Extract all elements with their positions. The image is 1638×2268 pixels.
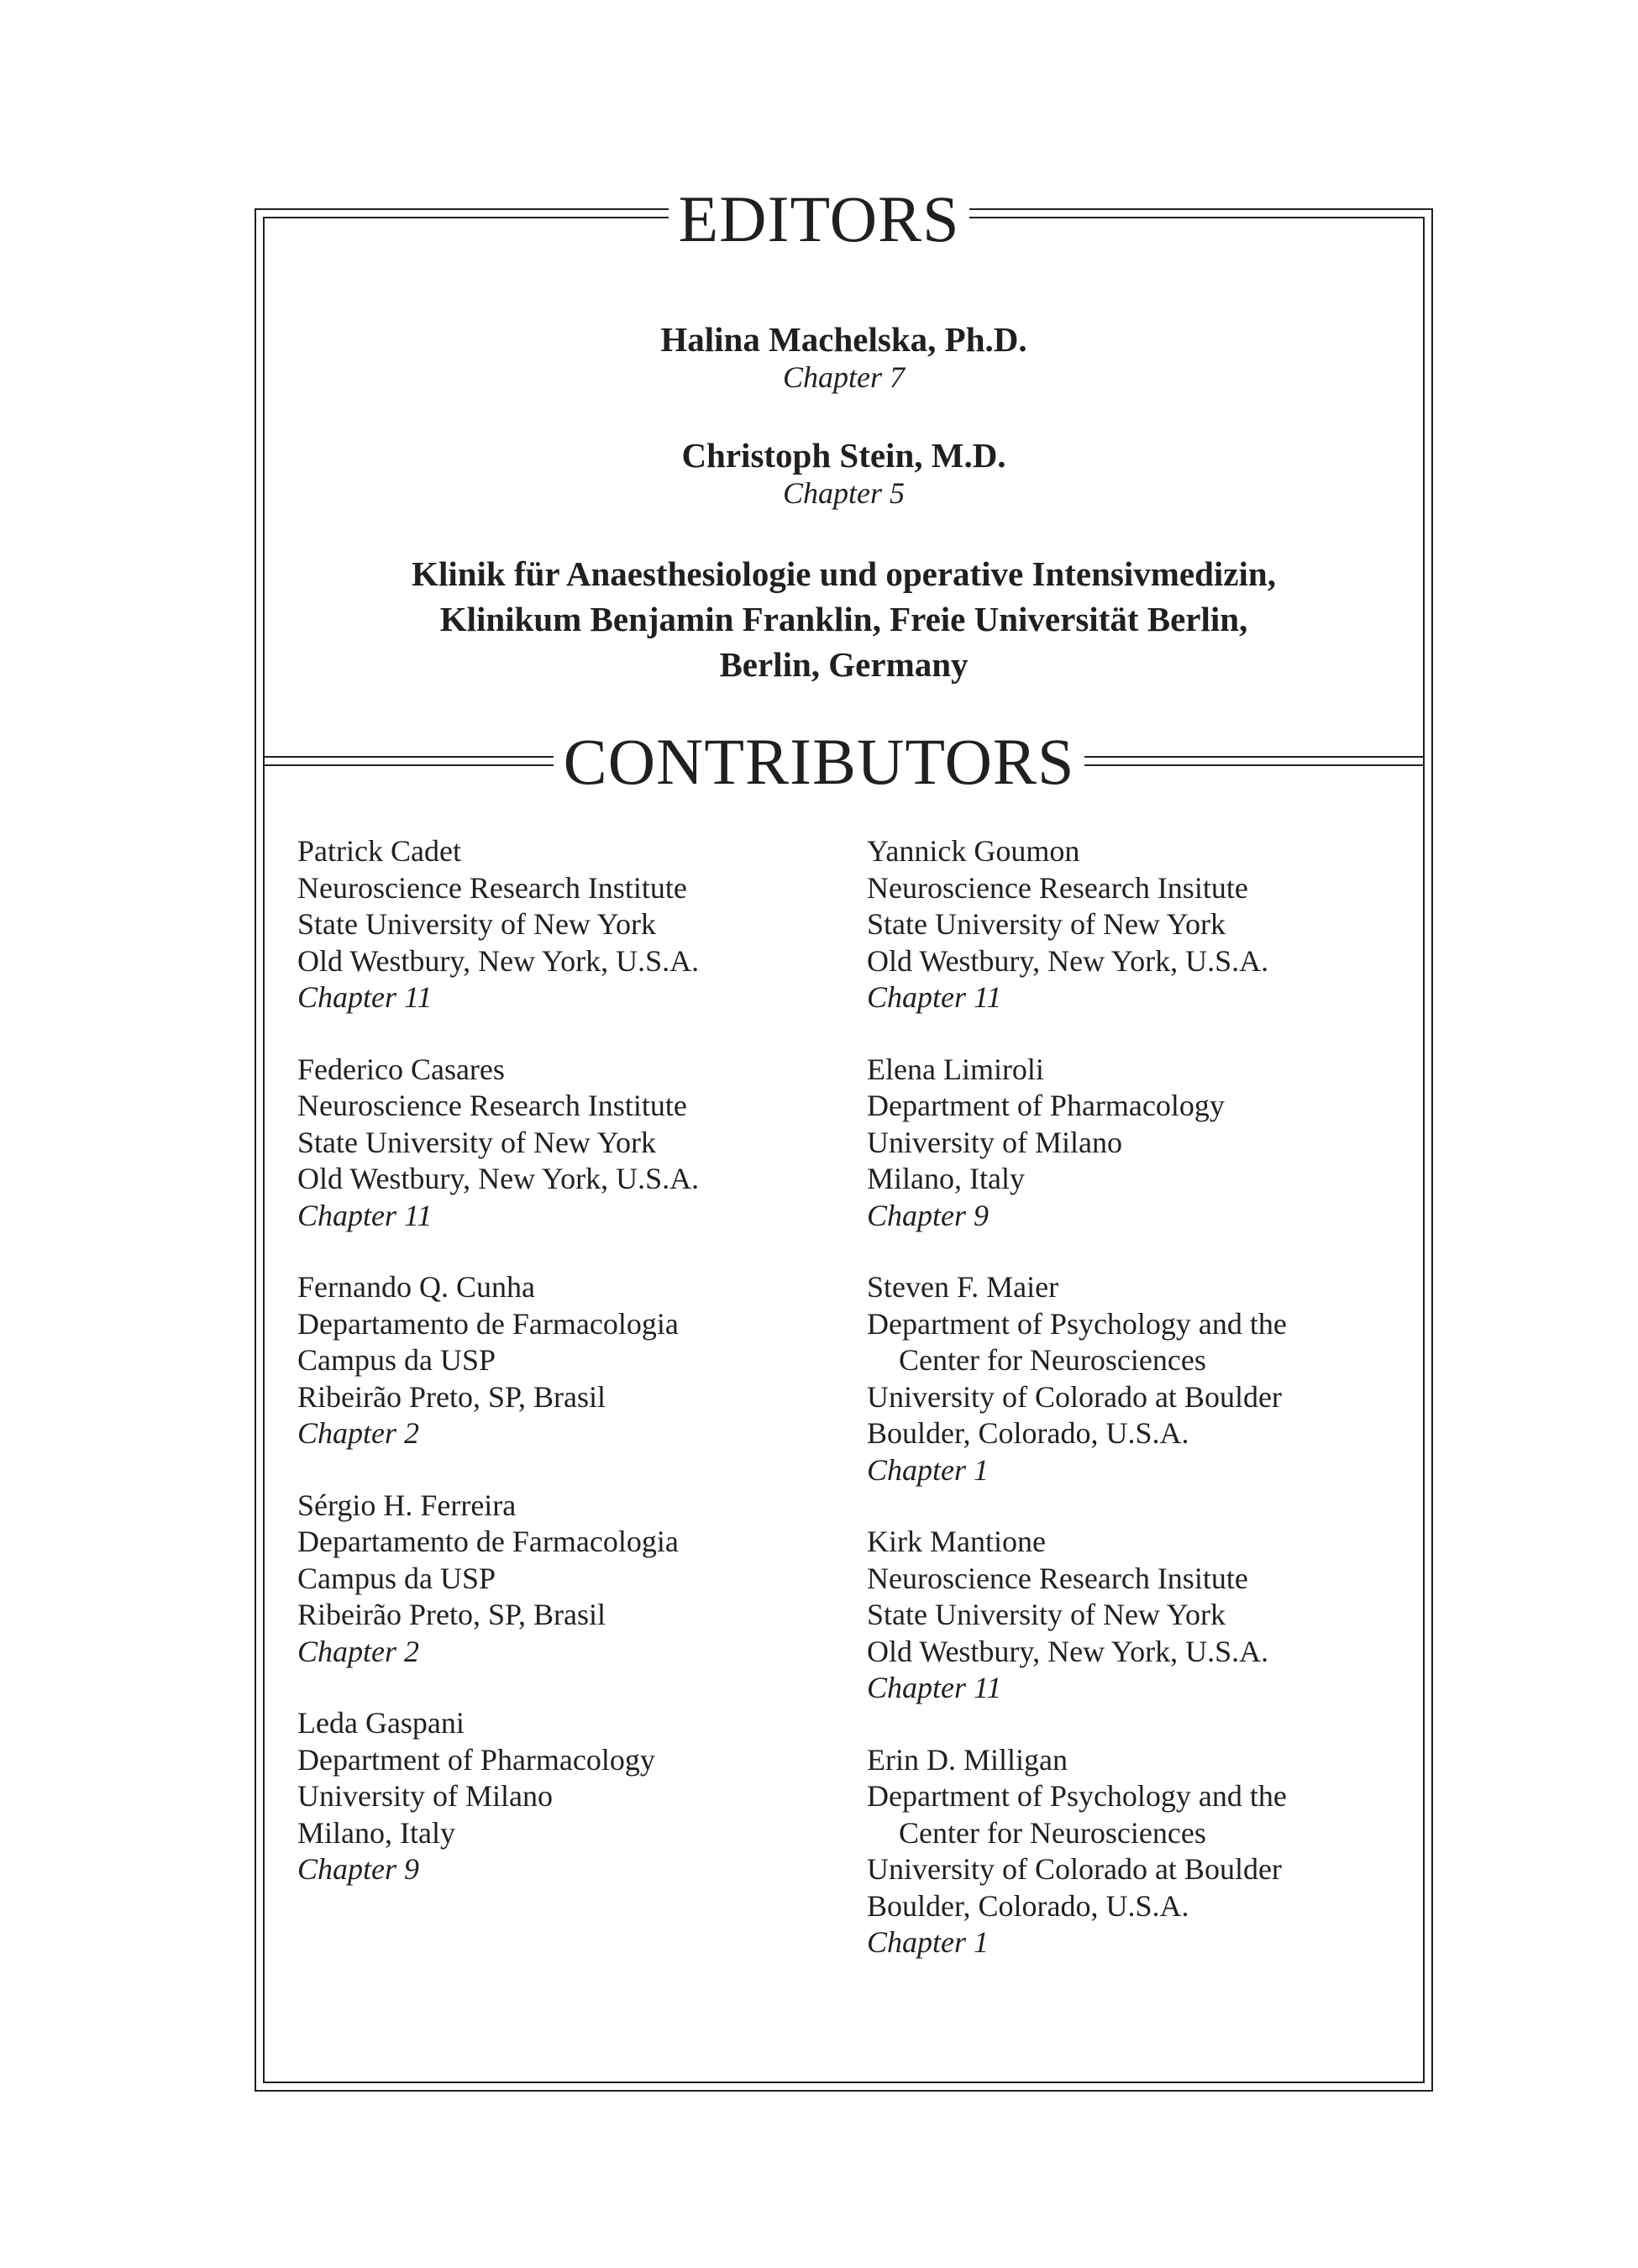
contributor-affiliation-line: University of Milano: [297, 1779, 553, 1813]
contributor-affiliation-line: Department of Psychology and the: [867, 1779, 1287, 1813]
contributor-chapter: Chapter 9: [867, 1198, 990, 1232]
contributor-affiliation-line: Old Westbury, New York, U.S.A.: [297, 943, 700, 978]
contributor-affiliation-line: Departamento de Farmacologia: [297, 1306, 679, 1341]
contributor-affiliation-line: State University of New York: [297, 907, 656, 941]
contributors-heading-wrap: [0, 725, 1638, 798]
editors-heading: EDITORS: [669, 186, 970, 252]
contributor-affiliation-line: Old Westbury, New York, U.S.A.: [297, 1162, 700, 1195]
contributor-chapter: Chapter 2: [297, 1634, 420, 1668]
editors-heading-wrap: [0, 182, 1638, 255]
contributor-entry: [297, 1269, 835, 1452]
contributor-affiliation-line: Boulder, Colorado, U.S.A.: [867, 1888, 1189, 1923]
editors-block: [263, 319, 1425, 687]
editors-affiliation: [263, 551, 1425, 687]
contributor-affiliation-line: Center for Neurosciences: [899, 1815, 1206, 1850]
contributor-entry: [867, 1269, 1404, 1488]
contributor-chapter: Chapter 11: [867, 980, 1002, 1014]
contributor-affiliation-line: State University of New York: [867, 907, 1226, 941]
contributor-entry: [867, 833, 1404, 1016]
contributor-name: Federico Casares: [297, 1052, 505, 1086]
contributor-name: Patrick Cadet: [297, 834, 461, 868]
contributor-chapter: Chapter 11: [867, 1671, 1002, 1704]
contributor-affiliation-line: Old Westbury, New York, U.S.A.: [867, 1634, 1269, 1668]
editor-chapter: Chapter 7: [782, 360, 905, 394]
contributor-entry: [867, 1052, 1404, 1235]
contributor-affiliation-line: Neuroscience Research Institute: [297, 1089, 687, 1122]
editor-chapter: Chapter 5: [782, 476, 905, 510]
contributor-name: Erin D. Milligan: [867, 1742, 1068, 1777]
contributor-entry: [297, 833, 835, 1016]
contributor-chapter: Chapter 11: [297, 1198, 433, 1232]
contributor-affiliation-line: Department of Pharmacology: [867, 1089, 1225, 1122]
contributor-name: Leda Gaspani: [297, 1706, 465, 1740]
contributor-name: Elena Limiroli: [867, 1052, 1044, 1086]
contributor-affiliation-line: Department of Pharmacology: [297, 1742, 655, 1777]
contributor-affiliation-line: State University of New York: [297, 1125, 656, 1159]
editor-name: Christoph Stein, M.D.: [681, 436, 1006, 475]
contributor-affiliation-line: Old Westbury, New York, U.S.A.: [867, 943, 1269, 978]
contributor-name: Fernando Q. Cunha: [297, 1270, 535, 1304]
editor-entry: [263, 435, 1425, 511]
contributor-chapter: Chapter 9: [297, 1852, 420, 1886]
contributors-column-left: [297, 833, 835, 1924]
contributor-name: Yannick Goumon: [867, 834, 1080, 868]
contributor-affiliation-line: Neuroscience Research Insitute: [867, 870, 1248, 905]
contributor-affiliation-line: Milano, Italy: [297, 1815, 455, 1850]
contributor-entry: [867, 1742, 1404, 1961]
contributor-affiliation-line: Department of Psychology and the: [867, 1306, 1287, 1341]
affiliation-line: Klinikum Benjamin Franklin, Freie Universität Berlin,: [439, 600, 1248, 638]
contributor-affiliation-line: Neuroscience Research Insitute: [867, 1561, 1248, 1595]
contributor-entry: [297, 1488, 835, 1671]
contributor-affiliation-line: Milano, Italy: [867, 1162, 1025, 1195]
contributors-heading: CONTRIBUTORS: [554, 729, 1085, 795]
contributor-chapter: Chapter 1: [867, 1452, 990, 1487]
contributor-entry: [867, 1524, 1404, 1707]
editor-entry: [263, 319, 1425, 395]
contributor-name: Steven F. Maier: [867, 1270, 1059, 1304]
contributor-affiliation-line: State University of New York: [867, 1598, 1226, 1631]
contributor-affiliation-line: Boulder, Colorado, U.S.A.: [867, 1416, 1189, 1450]
contributor-affiliation-line: Ribeirão Preto, SP, Brasil: [297, 1379, 606, 1414]
contributor-affiliation-line: Ribeirão Preto, SP, Brasil: [297, 1598, 606, 1631]
contributor-chapter: Chapter 11: [297, 980, 433, 1014]
affiliation-line: Berlin, Germany: [719, 645, 969, 684]
contributor-affiliation-line: Campus da USP: [297, 1561, 496, 1595]
contributor-affiliation-line: University of Colorado at Boulder: [867, 1852, 1282, 1886]
contributor-entry: [297, 1705, 835, 1888]
contributor-entry: [297, 1052, 835, 1235]
contributor-affiliation-line: University of Colorado at Boulder: [867, 1379, 1282, 1414]
contributor-affiliation-line: Campus da USP: [297, 1343, 496, 1377]
contributor-affiliation-line: Departamento de Farmacologia: [297, 1525, 679, 1558]
contributors-column-right: [867, 833, 1404, 1997]
contributor-name: Sérgio H. Ferreira: [297, 1488, 517, 1522]
editor-name: Halina Machelska, Ph.D.: [660, 320, 1027, 359]
contributor-affiliation-line: Neuroscience Research Institute: [297, 870, 687, 905]
affiliation-line: Klinik für Anaesthesiologie und operative Intensivmedizin,: [412, 554, 1276, 593]
contributor-affiliation-line: University of Milano: [867, 1125, 1122, 1159]
contributor-name: Kirk Mantione: [867, 1525, 1046, 1558]
contributor-chapter: Chapter 2: [297, 1416, 420, 1450]
contributor-chapter: Chapter 1: [867, 1925, 990, 1959]
contributor-affiliation-line: Center for Neurosciences: [899, 1343, 1206, 1377]
